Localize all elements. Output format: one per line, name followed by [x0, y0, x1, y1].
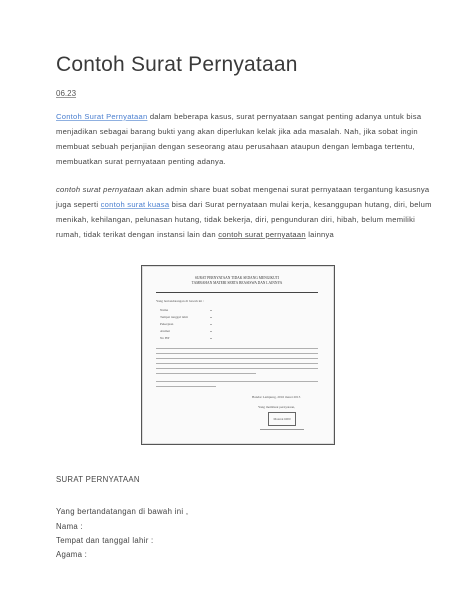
- letter-text-line: [156, 353, 318, 354]
- form-heading: SURAT PERNYATAAN: [56, 475, 140, 484]
- letter-text-line: [156, 368, 318, 369]
- para1-line1: dalam beberapa kasus, surat pernyataan sangat penting adanya untuk bisa: [147, 112, 422, 121]
- sample-letter-image: [141, 265, 335, 445]
- para2-line4-rest: lainnya: [305, 230, 335, 239]
- letter-text-line: [156, 363, 318, 364]
- letter-header-line1: SURAT PERNYATAAN TIDAK SEDANG MENGIKUTI: [194, 276, 280, 280]
- para2-line1: akan admin share buat sobat mengenai surat pernyataan tergantung kasusnya: [143, 185, 430, 194]
- post-date[interactable]: 06.23: [56, 89, 77, 98]
- letter-text-line: [156, 373, 256, 374]
- para1-line3: membuat sebuah perjanjian dengan seseorang atau perusahaan ataupun dengan lembaga tertentu,: [56, 142, 415, 151]
- para2-line2-pre: juga seperti: [56, 200, 101, 209]
- letter-divider: [156, 292, 318, 293]
- stamp-label: Materai 6000: [273, 417, 291, 421]
- detail-paragraph: [56, 182, 432, 242]
- letter-field-4: No HP: [160, 336, 170, 340]
- letter-header-line2: TAMBAHAN MATERI SERTA BEASISWA DAN LAINNYA: [191, 281, 283, 285]
- letter-signer-label: Yang membuat pernyataan,: [258, 405, 296, 409]
- letter-field-2: Pekerjaan: [160, 322, 174, 326]
- form-ttl: Tempat dan tanggal lahir :: [56, 536, 154, 545]
- letter-text-line: [156, 386, 216, 387]
- italic-term: contoh surat pernyataan: [56, 185, 144, 194]
- letter-field-3: Alamat: [160, 329, 170, 333]
- colon-mark: [210, 338, 212, 339]
- para2-line4-pre: rumah, tidak terikat dengan instansi lain dan: [56, 230, 219, 239]
- form-agama: Agama :: [56, 550, 88, 559]
- signature-line: [260, 429, 304, 430]
- page-title: Contoh Surat Pernyataan: [56, 53, 298, 76]
- colon-mark: [210, 331, 212, 332]
- letter-field-0: Nama: [160, 308, 169, 312]
- para2-line2-rest: bisa dari Surat pernyataan mulai kerja, kesanggupan hutang, diri, belum: [169, 200, 432, 209]
- letter-text-line: [156, 358, 318, 359]
- para1-line4: membuatkan surat pernyataan penting adanya.: [56, 157, 226, 166]
- contoh-surat-kuasa-link[interactable]: contoh surat kuasa: [100, 200, 170, 209]
- contoh-surat-pernyataan-link-2[interactable]: contoh surat pernyataan: [218, 230, 306, 239]
- form-intro: Yang bertandatangan di bawah ini ,: [56, 507, 189, 516]
- colon-mark: [210, 317, 212, 318]
- colon-mark: [210, 324, 212, 325]
- para2-line3: menikah, kehilangan, pelunasan hutang, tidak bekerja, diri, pengunduran diri, hibah, belum memiliki: [56, 215, 416, 224]
- form-nama: Nama :: [56, 522, 83, 531]
- letter-field-1: Tempat tanggal lahir: [160, 315, 189, 319]
- materai-stamp: [268, 412, 296, 426]
- para1-line2: menjadikan sebagai barang bukti yang akan diperlukan kelak jika ada masalah. Nah, jika sobat ingin: [56, 127, 418, 136]
- intro-paragraph: [56, 109, 426, 169]
- letter-closing-place: Bandar Lampung, 2016 maret 2013: [252, 395, 301, 399]
- colon-mark: [210, 310, 212, 311]
- contoh-surat-pernyataan-link[interactable]: Contoh Surat Pernyataan: [56, 112, 148, 121]
- letter-header: [162, 276, 312, 286]
- letter-intro: Yang bertandatangan di bawah ini :: [156, 299, 204, 303]
- letter-text-line: [156, 381, 318, 382]
- letter-text-line: [156, 348, 318, 349]
